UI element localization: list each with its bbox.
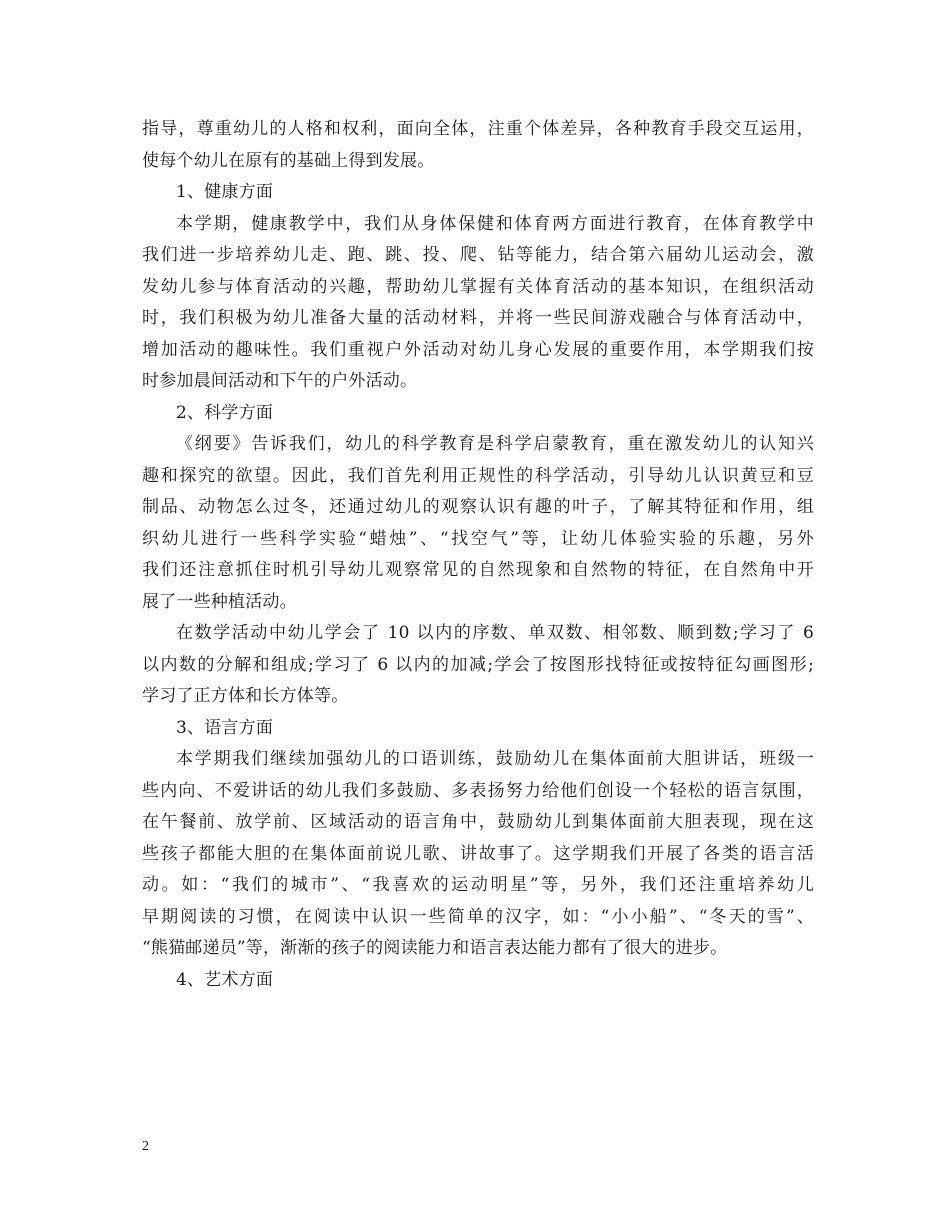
- text-line: 学习了正方体和长方体等。: [142, 686, 349, 706]
- text-line: 动。如：“我们的城市”、“我喜欢的运动明星”等，另外，我们还注重培养幼儿: [142, 875, 814, 895]
- section-heading-art: 4、艺术方面: [176, 969, 274, 990]
- text-line: 时参加晨间活动和下午的户外活动。: [142, 371, 418, 391]
- text-line: 我们进一步培养幼儿走、跑、跳、投、爬、钻等能力，结合第六届幼儿运动会，激: [142, 245, 814, 265]
- text-line: 本学期我们继续加强幼儿的口语训练，鼓励幼儿在集体面前大胆讲话，班级一: [176, 749, 814, 769]
- text-line: 发幼儿参与体育活动的兴趣，帮助幼儿掌握有关体育活动的基本知识，在组织活动: [142, 276, 814, 297]
- text-line: 增加活动的趣味性。我们重视户外活动对幼儿身心发展的重要作用，本学期我们按: [142, 339, 814, 360]
- text-line: 制品、动物怎么过冬，还通过幼儿的观察认识有趣的叶子，了解其特征和作用，组: [142, 497, 814, 517]
- text-line: “熊猫邮递员”等，渐渐的孩子的阅读能力和语言表达能力都有了很大的进步。: [142, 938, 728, 958]
- text-line: 以内数的分解和组成;学习了 6 以内的加减;学会了按图形找特征或按特征勾画图形;: [142, 654, 814, 675]
- section-heading-language: 3、语言方面: [176, 717, 274, 738]
- text-line: 些内向、不爱讲话的幼儿我们多鼓励、多表扬努力给他们创设一个轻松的语言氛围，: [142, 780, 814, 801]
- section-heading-health: 1、健康方面: [176, 182, 274, 202]
- text-line: 些孩子都能大胆的在集体面前说儿歌、讲故事了。这学期我们开展了各类的语言活: [142, 843, 814, 864]
- document-body: [142, 114, 814, 996]
- text-line: 织幼儿进行一些科学实验“蜡烛”、“找空气”等，让幼儿体验实验的乐趣，另外: [142, 528, 814, 549]
- text-line: 《纲要》告诉我们，幼儿的科学教育是科学启蒙教育，重在激发幼儿的认知兴: [176, 434, 814, 454]
- text-line: 展了一些种植活动。: [142, 591, 297, 612]
- text-line: 我们还注意抓住时机引导幼儿观察常见的自然现象和自然物的特征，在自然角中开: [142, 560, 814, 580]
- text-line: 本学期，健康教学中，我们从身体保健和体育两方面进行教育，在体育教学中: [176, 213, 814, 234]
- text-line: 指导，尊重幼儿的人格和权利，面向全体，注重个体差异，各种教育手段交互运用，: [142, 119, 814, 139]
- section-heading-science: 2、科学方面: [176, 402, 274, 423]
- text-line: 在数学活动中幼儿学会了 10 以内的序数、单双数、相邻数、顺到数;学习了 6: [176, 623, 814, 643]
- text-line: 早期阅读的习惯，在阅读中认识一些简单的汉字，如：“小小船”、“冬天的雪”、: [142, 906, 814, 927]
- text-line: 趣和探究的欲望。因此，我们首先利用正规性的科学活动，引导幼儿认识黄豆和豆: [142, 465, 814, 486]
- text-line: 时，我们积极为幼儿准备大量的活动材料，并将一些民间游戏融合与体育活动中，: [142, 308, 814, 328]
- text-line: 在午餐前、放学前、区域活动的语言角中，鼓励幼儿到集体面前大胆表现，现在这: [142, 812, 814, 832]
- text-line: 使每个幼儿在原有的基础上得到发展。: [142, 150, 435, 171]
- page-number: 2: [142, 1139, 149, 1154]
